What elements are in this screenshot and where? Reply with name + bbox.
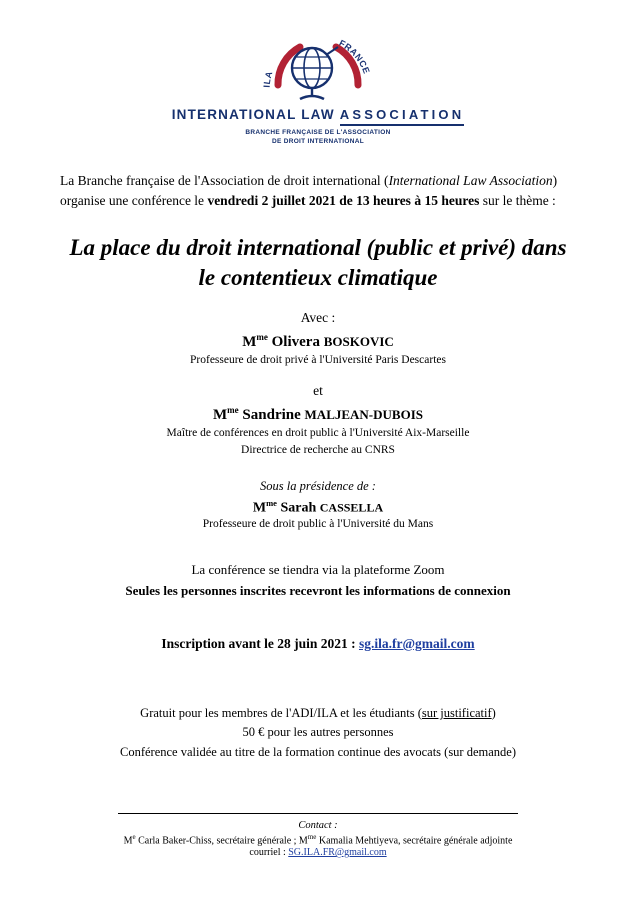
speaker-2-role-secondary: Directrice de recherche au CNRS	[241, 444, 395, 457]
presidency-label: Sous la présidence de :	[260, 478, 376, 493]
logo-name	[172, 107, 465, 126]
inscription-text: Inscription avant le 28 juin 2021 :	[161, 635, 359, 651]
logo-emblem	[248, 34, 388, 106]
logo-arc-right: FRANCE	[337, 37, 372, 76]
logo-subtitle-line2: DE DROIT INTERNATIONAL	[271, 138, 365, 146]
intro-bold-date: vendredi 2 juillet 2021 de 13 heures à 15 heures	[207, 193, 480, 209]
zoom-line-2: Seules les personnes inscrites recevront les informations de connexion	[125, 583, 511, 599]
logo-name-line1: INTERNATIONAL LAW	[171, 107, 335, 122]
speaker-1-honorific-sup: me	[256, 332, 268, 343]
zoom-note	[58, 560, 578, 602]
fees-line-1-part1: Gratuit pour les membres de l'ADI/ILA et les étudiants (	[140, 705, 422, 720]
president-honorific: M	[252, 500, 267, 516]
fees-line-2: 50 € pour les autres personnes	[242, 725, 394, 740]
inscription-email-link[interactable]: sg.ila.fr@gmail.com	[358, 635, 475, 651]
contact-person2: Kamalia Mehtiyeva, secrétaire générale adjointe	[316, 835, 513, 846]
avec-label: Avec :	[300, 310, 336, 326]
fees-line-1-part2: )	[491, 705, 496, 720]
contact-mail-line	[0, 847, 636, 858]
speaker-2-name	[58, 405, 578, 424]
ila-logo	[0, 0, 636, 147]
logo-name-line2: ASSOCIATION	[340, 107, 465, 126]
speaker-2-honorific-sup: me	[227, 404, 239, 415]
speaker-2-role: Maître de conférences en droit public à l'Université Aix-Marseille	[166, 426, 470, 439]
speaker-1-firstname: Olivera	[267, 334, 324, 351]
president-firstname: Sarah	[276, 500, 320, 516]
intro-italic: International Law Association	[388, 172, 553, 188]
footer	[0, 813, 636, 858]
footer-divider	[118, 813, 518, 814]
speaker-2-firstname: Sandrine	[238, 406, 305, 423]
zoom-line-1: La conférence se tiendra via la plateforme Zoom	[191, 562, 445, 578]
intro-part1: La Branche française de l'Association de droit international (	[60, 172, 389, 188]
globe-icon	[270, 41, 366, 108]
contact-label: Contact :	[298, 819, 338, 831]
et-label: et	[313, 382, 323, 398]
contact-person1-prefix: M	[123, 835, 133, 846]
fees-line-3: Conférence validée au titre de la formation continue des avocats (sur demande)	[119, 744, 516, 759]
inscription-line	[58, 636, 578, 652]
president-lastname: CASSELLA	[319, 500, 384, 515]
speaker-1-honorific: M	[242, 334, 257, 351]
contact-person2-sup: me	[307, 832, 317, 841]
fees-line-1	[58, 704, 578, 723]
speaker-1-name	[58, 332, 578, 351]
contact-person1: Carla Baker-Chiss, secrétaire générale ; M	[135, 835, 308, 846]
president-honorific-sup: me	[266, 497, 277, 508]
logo-subtitle	[245, 129, 390, 147]
speaker-1-lastname: BOSKOVIC	[323, 334, 394, 350]
speaker-1-role: Professeure de droit privé à l'Université Paris Descartes	[190, 354, 446, 367]
contact-mail-link[interactable]: SG.ILA.FR@gmail.com	[288, 847, 387, 858]
fees-line-1-underline: sur justificatif	[421, 705, 492, 720]
president-name	[58, 498, 578, 517]
speaker-2-honorific: M	[213, 406, 228, 423]
flyer-content	[0, 171, 636, 762]
intro-part3: sur le thème :	[479, 193, 556, 209]
fees-block	[58, 704, 578, 762]
logo-arc-left: ILA	[261, 69, 275, 88]
intro-paragraph	[58, 171, 578, 212]
contact-persons	[0, 833, 636, 846]
contact-mail-label: courriel :	[249, 847, 289, 858]
contact-person1-sup: e	[132, 832, 136, 841]
page-title: La place du droit international (public et privé) dans le contentieux climatique	[69, 235, 567, 290]
speaker-2-lastname: MALJEAN-DUBOIS	[304, 406, 423, 422]
intro-part2: ) organise une conférence le	[60, 172, 558, 209]
logo-subtitle-line1: BRANCHE FRANÇAISE DE L'ASSOCIATION	[245, 129, 391, 137]
president-role: Professeure de droit public à l'Université du Mans	[202, 518, 434, 531]
